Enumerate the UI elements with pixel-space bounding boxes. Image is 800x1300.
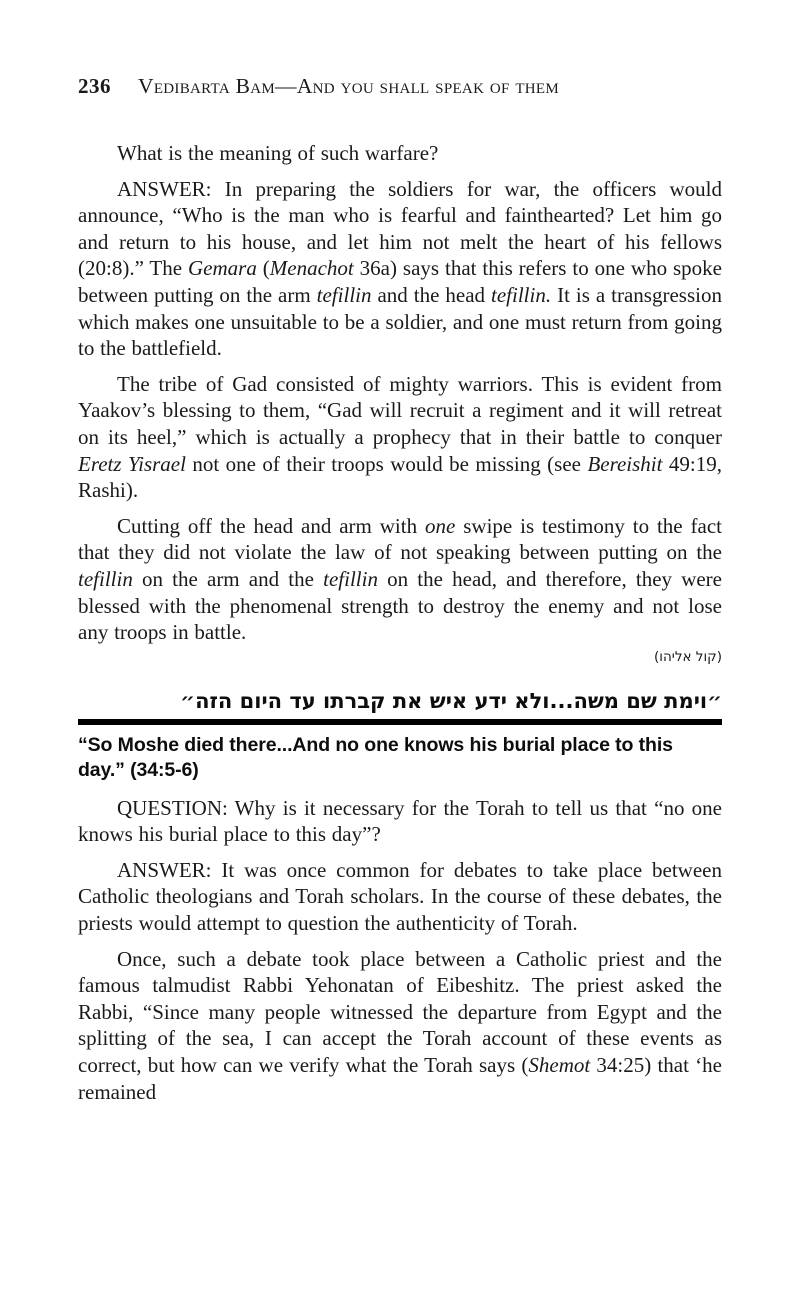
book-title: Vedibarta Bam—And you shall speak of them xyxy=(138,74,560,98)
paragraph-tribe-of-gad: The tribe of Gad consisted of mighty warriors. This is evident from Yaakov’s blessing to them, “Gad will recruit a regiment and it will retreat on its heel,” which is actually a prophecy that in their battle to conquer Eretz Yisrael not one of their troops would be missing (see Bereishit 49:19, Rashi). xyxy=(78,371,723,503)
paragraph-debate-story: Once, such a debate took place between a Catholic priest and the famous talmudist Rabbi Yehonatan of Eibeshitz. The priest asked the Rabbi, “Since many people witnessed the departure from Egypt and the splitting of the sea, I can accept the Torah account of these events as correct, but how can we verify what the Torah says (Shemot 34:25) that ‘he remained xyxy=(78,946,722,1104)
running-header xyxy=(78,74,722,99)
section-divider-rule xyxy=(78,719,722,725)
paragraph-warfare-answer: ANSWER: In preparing the soldiers for war, the officers would announce, “Who is the man who is fearful and fainthearted? Let him go and return to his house, and let him not melt the heart of his fellows (20:8).” The Gemara (Menachot 36a) says that this refers to one who spoke between putting on the arm tefillin and the head tefillin. It is a transgression which makes one unsuitable to be a soldier, and one must return from going to the battlefield. xyxy=(78,176,722,361)
page-number: 236 xyxy=(78,74,111,98)
hebrew-source-citation: (קול אליהו) xyxy=(654,648,722,665)
paragraph-warfare-question: What is the meaning of such warfare? xyxy=(117,141,439,165)
paragraph-moshe-answer: ANSWER: It was once common for debates to take place between Catholic theologians and Torah scholars. In the course of these debates, the priests would attempt to question the authenticity of Torah. xyxy=(78,857,722,936)
hebrew-verse-heading: ״וימת שם משה...ולא ידע איש את קברתו עד היום הזה״ xyxy=(180,688,722,713)
paragraph-cutting-off-head-and-arm: Cutting off the head and arm with one swipe is testimony to the fact that they did not violate the law of not speaking between putting on the tefillin on the arm and the tefillin on the head, and therefore, they were blessed with the phenomenal strength to destroy the enemy and not lose any troops in battle. xyxy=(78,513,722,645)
paragraph-moshe-question: QUESTION: Why is it necessary for the Torah to tell us that “no one knows his burial place to this day”? xyxy=(78,795,722,847)
verse-translation-heading: “So Moshe died there...And no one knows his burial place to this day.” (34:5-6) xyxy=(78,733,673,781)
